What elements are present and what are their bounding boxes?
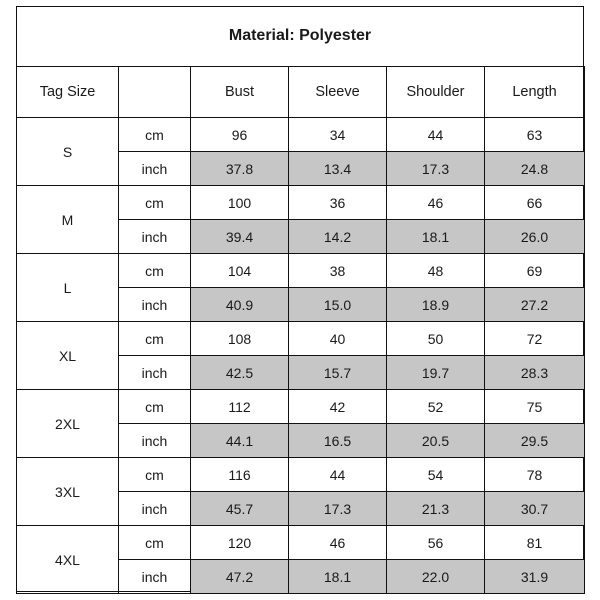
sleeve-cell: 18.1 bbox=[289, 560, 387, 594]
shoulder-cell: 46 bbox=[387, 186, 485, 220]
header-tag-size: Tag Size bbox=[17, 67, 119, 118]
sleeve-cell: 15.7 bbox=[289, 356, 387, 390]
unit-label: cm bbox=[119, 254, 191, 288]
sleeve-cell: 13.4 bbox=[289, 152, 387, 186]
shoulder-cell: 20.5 bbox=[387, 424, 485, 458]
length-cell: 75 bbox=[485, 390, 585, 424]
length-cell: 29.5 bbox=[485, 424, 585, 458]
bust-cell: 108 bbox=[191, 322, 289, 356]
chart-title: Material: Polyester bbox=[228, 27, 372, 44]
unit-label: inch bbox=[119, 220, 191, 254]
length-cell: 31.9 bbox=[485, 560, 585, 594]
unit-label: cm bbox=[119, 526, 191, 560]
unit-label: inch bbox=[119, 288, 191, 322]
shoulder-cell: 52 bbox=[387, 390, 485, 424]
shoulder-cell: 17.3 bbox=[387, 152, 485, 186]
size-label: XL bbox=[17, 322, 119, 390]
shoulder-cell: 19.7 bbox=[387, 356, 485, 390]
table-row-cm bbox=[17, 254, 585, 288]
header-row bbox=[17, 67, 585, 118]
size-label: 4XL bbox=[17, 526, 119, 594]
length-cell: 78 bbox=[485, 458, 585, 492]
shoulder-cell: 50 bbox=[387, 322, 485, 356]
size-table bbox=[16, 66, 585, 594]
bust-cell: 47.2 bbox=[191, 560, 289, 594]
sleeve-cell: 40 bbox=[289, 322, 387, 356]
sleeve-cell: 15.0 bbox=[289, 288, 387, 322]
length-cell: 24.8 bbox=[485, 152, 585, 186]
length-cell: 26.0 bbox=[485, 220, 585, 254]
bust-cell: 44.1 bbox=[191, 424, 289, 458]
size-label: 2XL bbox=[17, 390, 119, 458]
unit-label: inch bbox=[119, 152, 191, 186]
bust-cell: 45.7 bbox=[191, 492, 289, 526]
table-row-cm bbox=[17, 186, 585, 220]
sleeve-cell: 36 bbox=[289, 186, 387, 220]
length-cell: 28.3 bbox=[485, 356, 585, 390]
shoulder-cell: 21.3 bbox=[387, 492, 485, 526]
shoulder-cell: 22.0 bbox=[387, 560, 485, 594]
unit-label: inch bbox=[119, 492, 191, 526]
sleeve-cell: 42 bbox=[289, 390, 387, 424]
shoulder-cell: 44 bbox=[387, 118, 485, 152]
unit-label: cm bbox=[119, 118, 191, 152]
size-label: 3XL bbox=[17, 458, 119, 526]
bust-cell: 116 bbox=[191, 458, 289, 492]
sleeve-cell: 14.2 bbox=[289, 220, 387, 254]
sleeve-cell: 46 bbox=[289, 526, 387, 560]
bust-cell: 40.9 bbox=[191, 288, 289, 322]
unit-label: cm bbox=[119, 186, 191, 220]
length-cell: 63 bbox=[485, 118, 585, 152]
length-cell: 30.7 bbox=[485, 492, 585, 526]
header-bust: Bust bbox=[191, 67, 289, 118]
header-unit bbox=[119, 67, 191, 118]
sleeve-cell: 44 bbox=[289, 458, 387, 492]
shoulder-cell: 18.9 bbox=[387, 288, 485, 322]
bust-cell: 120 bbox=[191, 526, 289, 560]
shoulder-cell: 18.1 bbox=[387, 220, 485, 254]
length-cell: 27.2 bbox=[485, 288, 585, 322]
table-row-cm bbox=[17, 390, 585, 424]
unit-label: inch bbox=[119, 560, 191, 594]
unit-label: inch bbox=[119, 356, 191, 390]
size-label: L bbox=[17, 254, 119, 322]
sleeve-cell: 34 bbox=[289, 118, 387, 152]
bust-cell: 96 bbox=[191, 118, 289, 152]
shoulder-cell: 56 bbox=[387, 526, 485, 560]
unit-label: inch bbox=[119, 424, 191, 458]
header-sleeve: Sleeve bbox=[289, 67, 387, 118]
sleeve-cell: 16.5 bbox=[289, 424, 387, 458]
size-label: M bbox=[17, 186, 119, 254]
bust-cell: 42.5 bbox=[191, 356, 289, 390]
bust-cell: 104 bbox=[191, 254, 289, 288]
length-cell: 66 bbox=[485, 186, 585, 220]
sleeve-cell: 38 bbox=[289, 254, 387, 288]
size-label: S bbox=[17, 118, 119, 186]
unit-label: cm bbox=[119, 390, 191, 424]
shoulder-cell: 48 bbox=[387, 254, 485, 288]
header-shoulder: Shoulder bbox=[387, 67, 485, 118]
bust-cell: 39.4 bbox=[191, 220, 289, 254]
length-cell: 72 bbox=[485, 322, 585, 356]
unit-label: cm bbox=[119, 458, 191, 492]
sleeve-cell: 17.3 bbox=[289, 492, 387, 526]
table-row-cm bbox=[17, 322, 585, 356]
bust-cell: 112 bbox=[191, 390, 289, 424]
table-row-cm bbox=[17, 118, 585, 152]
table-row-cm bbox=[17, 458, 585, 492]
table-row-cm bbox=[17, 526, 585, 560]
bust-cell: 100 bbox=[191, 186, 289, 220]
length-cell: 69 bbox=[485, 254, 585, 288]
table-body bbox=[17, 118, 585, 594]
bust-cell: 37.8 bbox=[191, 152, 289, 186]
unit-label: cm bbox=[119, 322, 191, 356]
shoulder-cell: 54 bbox=[387, 458, 485, 492]
length-cell: 81 bbox=[485, 526, 585, 560]
header-length: Length bbox=[485, 67, 585, 118]
